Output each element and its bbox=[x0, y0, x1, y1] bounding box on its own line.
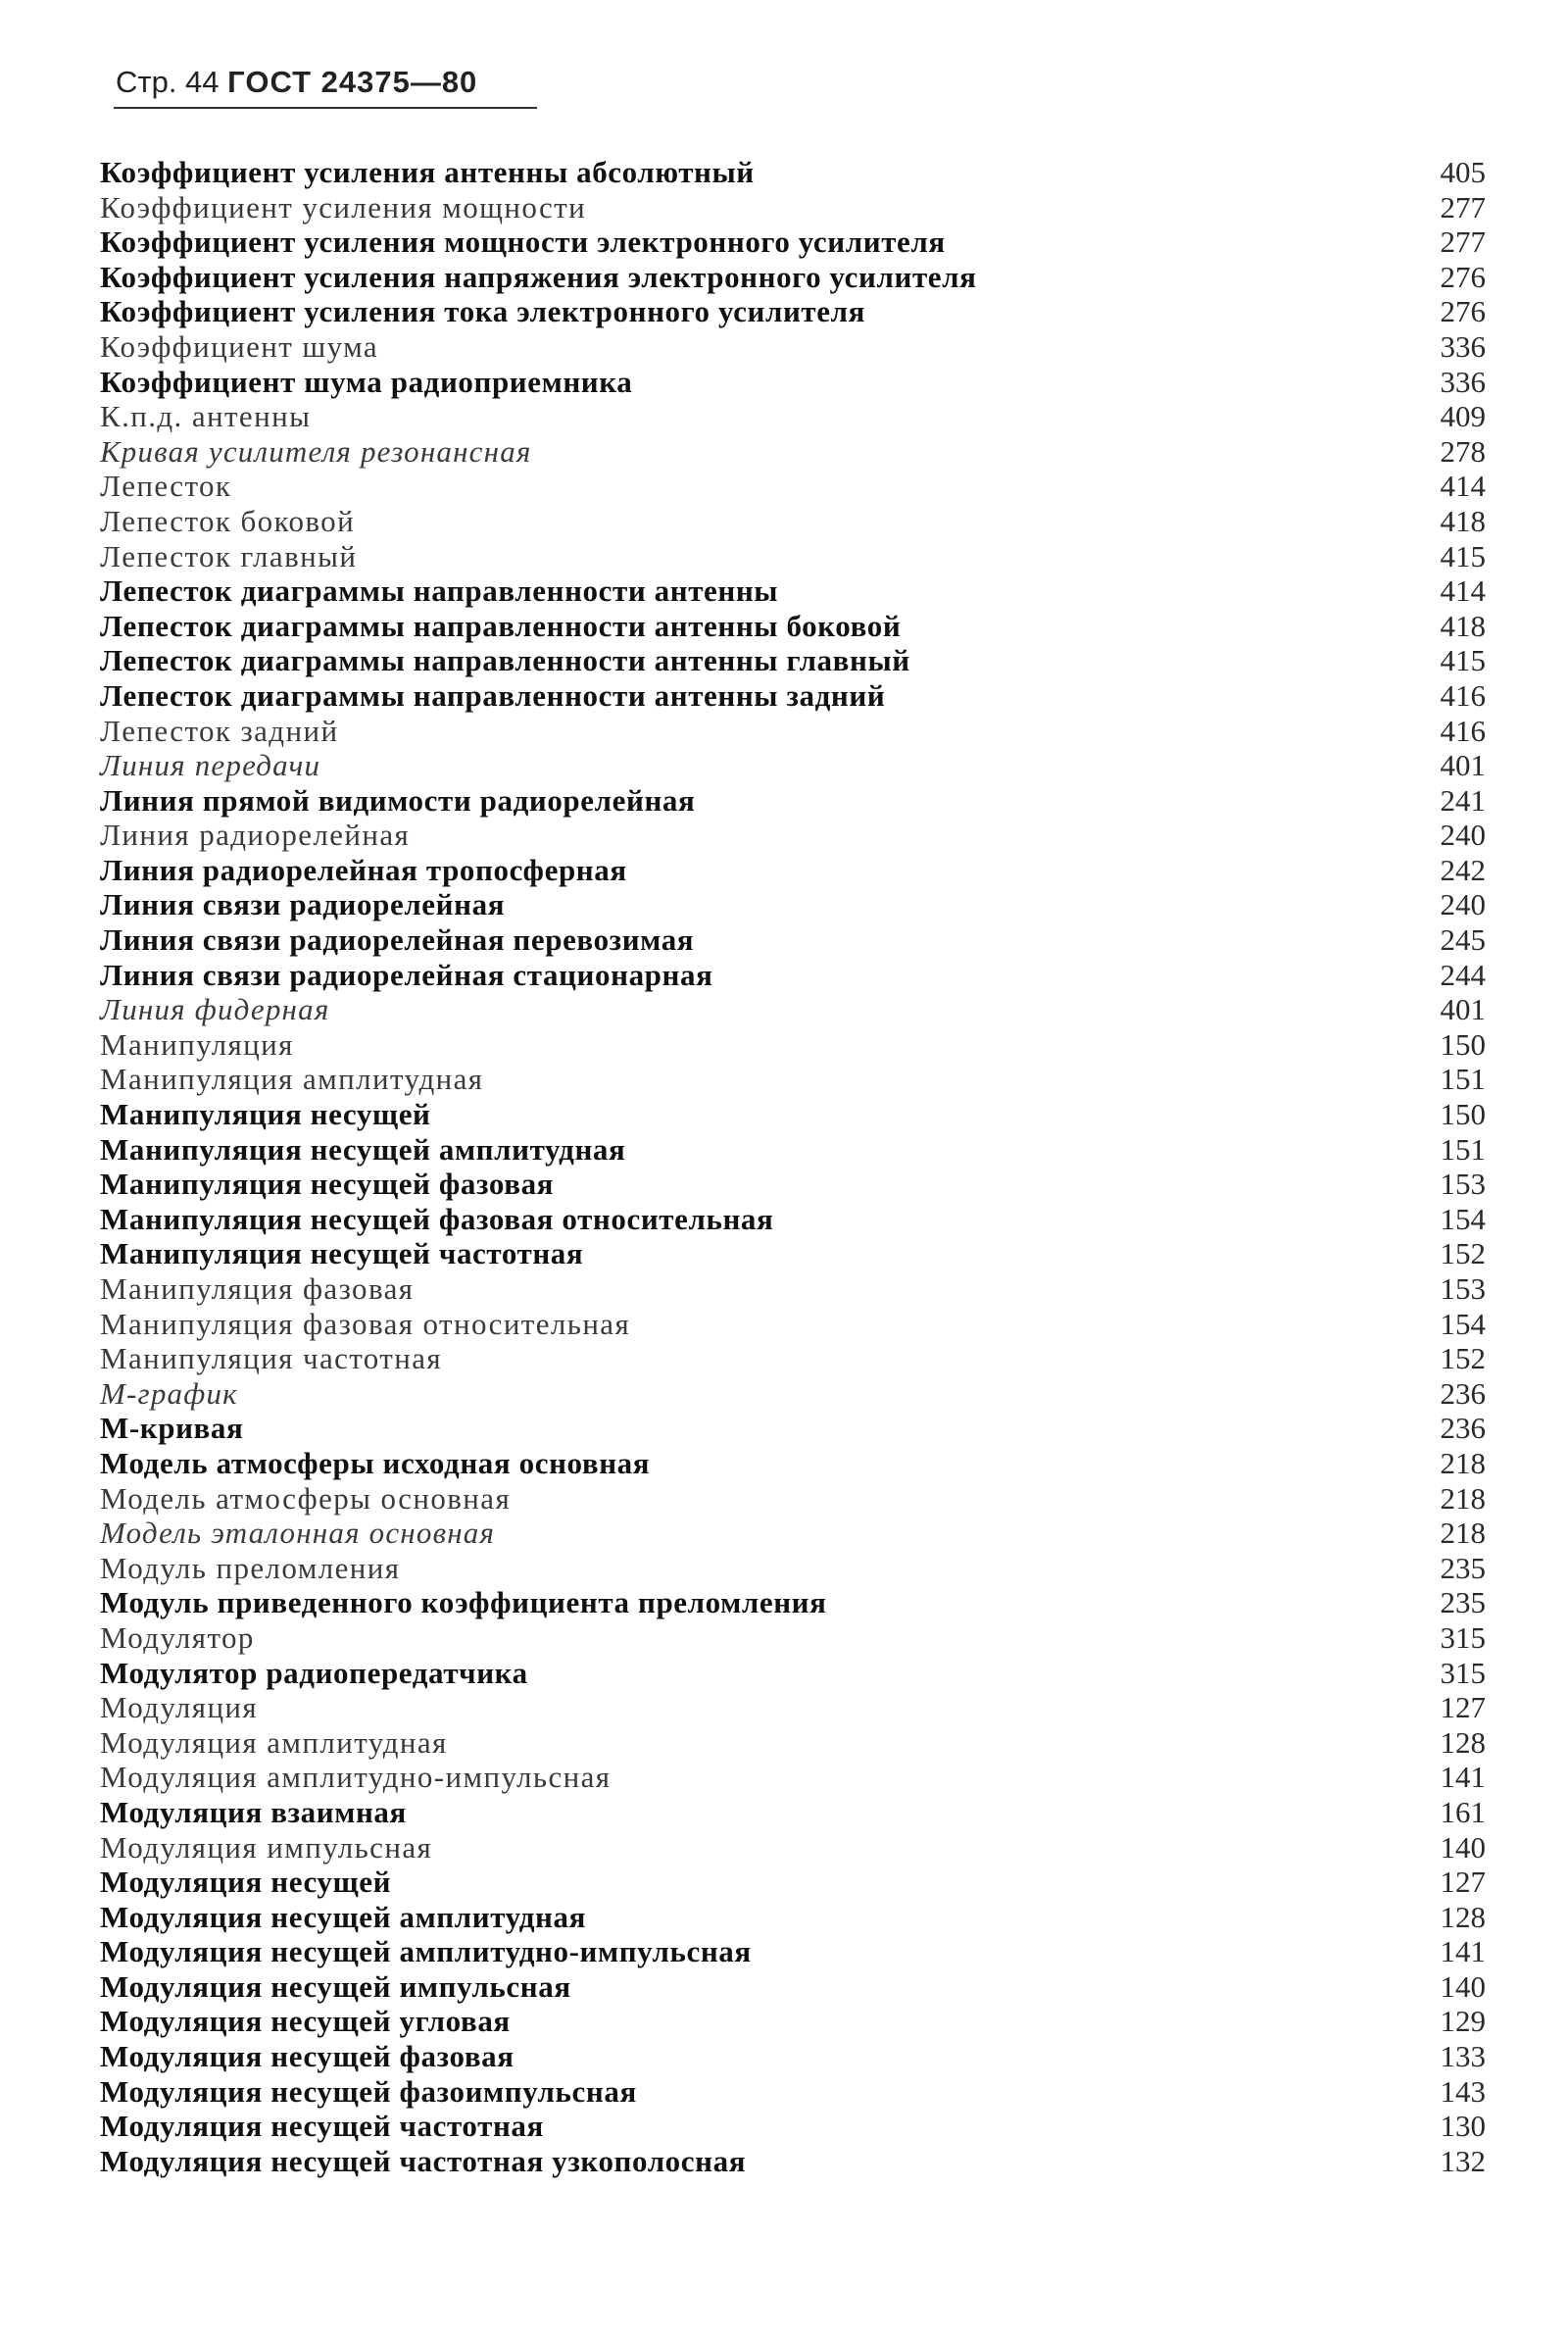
index-page-number: 153 bbox=[1440, 1167, 1486, 1202]
index-page-number: 245 bbox=[1440, 922, 1486, 958]
index-page-number: 235 bbox=[1440, 1585, 1486, 1620]
index-page-number: 129 bbox=[1440, 2004, 1486, 2039]
index-entry bbox=[100, 1271, 1486, 1307]
index-page-number: 415 bbox=[1440, 538, 1486, 573]
index-entry bbox=[100, 434, 1486, 470]
index-page-number: 278 bbox=[1440, 433, 1486, 469]
index-term: Линия связи радиорелейная перевозимая bbox=[100, 922, 695, 958]
index-page-number: 140 bbox=[1440, 1968, 1486, 2004]
index-term: Коэффициент усиления напряжения электронного усилителя bbox=[100, 259, 977, 294]
index-entry bbox=[100, 294, 1486, 329]
index-term: Линия радиорелейная тропосферная bbox=[100, 852, 627, 887]
index-page-number: 276 bbox=[1440, 259, 1486, 294]
index-entry bbox=[100, 1551, 1486, 1586]
index-entry bbox=[100, 748, 1486, 783]
index-page-number: 236 bbox=[1440, 1411, 1486, 1446]
index-term: К.п.д. антенны bbox=[100, 399, 312, 434]
index-entry bbox=[100, 1341, 1486, 1376]
index-entry bbox=[100, 539, 1486, 574]
index-entry bbox=[100, 1236, 1486, 1271]
index-page-number: 418 bbox=[1440, 503, 1486, 538]
index-page-number: 409 bbox=[1440, 399, 1486, 434]
index-term: Линия радиорелейная bbox=[100, 818, 411, 853]
index-page-number: 152 bbox=[1440, 1236, 1486, 1271]
index-term: М-кривая bbox=[100, 1411, 244, 1446]
index-entry bbox=[100, 992, 1486, 1027]
index-page-number: 240 bbox=[1440, 818, 1486, 853]
index-term: Модуляция несущей фазоимпульсная bbox=[100, 2073, 637, 2109]
index-term: Модуляция амплитудно-импульсная bbox=[100, 1760, 612, 1795]
index-term: Модуль приведенного коэффициента преломления bbox=[100, 1585, 827, 1620]
index-page-number: 141 bbox=[1440, 1934, 1486, 1969]
index-entry bbox=[100, 1446, 1486, 1481]
index-entry bbox=[100, 1097, 1486, 1132]
index-term: Манипуляция амплитудная bbox=[100, 1062, 484, 1097]
index-term: Лепесток диаграммы направленности антенны главный bbox=[100, 643, 910, 678]
term-index-list bbox=[100, 155, 1486, 2178]
index-entry bbox=[100, 818, 1486, 853]
page-header bbox=[116, 63, 477, 102]
index-entry bbox=[100, 2004, 1486, 2039]
index-term: Линия прямой видимости радиорелейная bbox=[100, 782, 696, 818]
index-page-number: 141 bbox=[1440, 1760, 1486, 1795]
index-term: Манипуляция фазовая bbox=[100, 1271, 415, 1306]
index-entry bbox=[100, 469, 1486, 504]
index-page-number: 128 bbox=[1440, 1724, 1486, 1760]
index-term: Модель эталонная основная bbox=[100, 1516, 496, 1551]
index-term: Кривая усилителя резонансная bbox=[100, 433, 532, 469]
index-entry bbox=[100, 1795, 1486, 1830]
index-term: Лепесток задний bbox=[100, 713, 339, 748]
index-page-number: 218 bbox=[1440, 1516, 1486, 1551]
index-term: Коэффициент шума радиоприемника bbox=[100, 364, 633, 399]
index-entry bbox=[100, 643, 1486, 678]
index-entry bbox=[100, 714, 1486, 749]
index-page-number: 150 bbox=[1440, 1026, 1486, 1062]
index-page-number: 418 bbox=[1440, 608, 1486, 643]
index-entry bbox=[100, 399, 1486, 434]
index-entry bbox=[100, 609, 1486, 644]
index-page-number: 336 bbox=[1440, 364, 1486, 399]
index-page-number: 236 bbox=[1440, 1375, 1486, 1411]
index-term: Манипуляция несущей частотная bbox=[100, 1236, 584, 1271]
index-term: Модуль преломления bbox=[100, 1550, 401, 1585]
index-entry bbox=[100, 1620, 1486, 1656]
index-term: Модуляция несущей частотная узкополосная bbox=[100, 2143, 747, 2178]
index-page-number: 401 bbox=[1440, 992, 1486, 1027]
index-page-number: 152 bbox=[1440, 1341, 1486, 1376]
index-term: Модель атмосферы исходная основная bbox=[100, 1445, 651, 1480]
index-entry bbox=[100, 1690, 1486, 1725]
index-entry bbox=[100, 1481, 1486, 1517]
index-entry bbox=[100, 1167, 1486, 1202]
index-term: Модуляция несущей bbox=[100, 1865, 392, 1900]
index-term: Манипуляция несущей фазовая относительная bbox=[100, 1201, 774, 1236]
index-entry bbox=[100, 1969, 1486, 2005]
index-page-number: 154 bbox=[1440, 1306, 1486, 1341]
index-term: Линия связи радиорелейная bbox=[100, 887, 506, 922]
index-term: Линия фидерная bbox=[100, 992, 330, 1027]
index-term: Манипуляция bbox=[100, 1026, 294, 1062]
index-term: Лепесток диаграммы направленности антенны задний bbox=[100, 677, 886, 713]
index-entry bbox=[100, 1027, 1486, 1063]
index-page-number: 151 bbox=[1440, 1062, 1486, 1097]
index-page-number: 244 bbox=[1440, 957, 1486, 992]
index-page-number: 154 bbox=[1440, 1201, 1486, 1236]
index-term: Манипуляция несущей bbox=[100, 1097, 431, 1132]
index-entry bbox=[100, 155, 1486, 190]
index-term: Модуляция амплитудная bbox=[100, 1724, 448, 1760]
index-entry bbox=[100, 504, 1486, 539]
page-number-label: Стр. 44 bbox=[116, 65, 220, 99]
index-entry bbox=[100, 1516, 1486, 1551]
index-page-number: 277 bbox=[1440, 189, 1486, 224]
index-entry bbox=[100, 853, 1486, 888]
index-term: М-график bbox=[100, 1375, 238, 1411]
index-term: Коэффициент шума bbox=[100, 328, 379, 364]
index-term: Лепесток диаграммы направленности антенны bbox=[100, 573, 779, 609]
index-entry bbox=[100, 1132, 1486, 1168]
index-page-number: 130 bbox=[1440, 2109, 1486, 2144]
index-term: Модуляция несущей угловая bbox=[100, 2004, 511, 2039]
index-entry bbox=[100, 1830, 1486, 1865]
index-page-number: 415 bbox=[1440, 643, 1486, 678]
index-entry bbox=[100, 1760, 1486, 1795]
index-entry bbox=[100, 2039, 1486, 2074]
index-page-number: 143 bbox=[1440, 2073, 1486, 2109]
index-entry bbox=[100, 887, 1486, 922]
index-entry bbox=[100, 365, 1486, 400]
index-page-number: 241 bbox=[1440, 782, 1486, 818]
index-term: Модуляция взаимная bbox=[100, 1794, 407, 1829]
index-term: Модуляция несущей импульсная bbox=[100, 1968, 571, 2004]
index-page-number: 276 bbox=[1440, 294, 1486, 329]
header-rule bbox=[114, 107, 537, 109]
index-entry bbox=[100, 1202, 1486, 1237]
index-entry bbox=[100, 2144, 1486, 2179]
index-entry bbox=[100, 1062, 1486, 1097]
index-term: Коэффициент усиления мощности bbox=[100, 189, 587, 224]
index-entry bbox=[100, 1411, 1486, 1446]
index-page-number: 242 bbox=[1440, 852, 1486, 887]
index-term: Модуляция несущей амплитудная bbox=[100, 1899, 586, 1934]
index-entry bbox=[100, 922, 1486, 958]
index-page-number: 128 bbox=[1440, 1899, 1486, 1934]
index-entry bbox=[100, 783, 1486, 819]
index-entry bbox=[100, 2074, 1486, 2110]
index-entry bbox=[100, 958, 1486, 993]
index-term: Модуляция импульсная bbox=[100, 1829, 433, 1865]
index-entry bbox=[100, 1865, 1486, 1900]
index-page-number: 315 bbox=[1440, 1655, 1486, 1690]
index-entry bbox=[100, 190, 1486, 225]
index-page-number: 277 bbox=[1440, 224, 1486, 260]
index-entry bbox=[100, 1307, 1486, 1342]
index-entry bbox=[100, 260, 1486, 295]
index-page-number: 401 bbox=[1440, 748, 1486, 783]
index-term: Манипуляция фазовая относительная bbox=[100, 1306, 631, 1341]
index-page-number: 235 bbox=[1440, 1550, 1486, 1585]
index-term: Модуляция несущей фазовая bbox=[100, 2039, 514, 2074]
index-page-number: 133 bbox=[1440, 2039, 1486, 2074]
index-entry bbox=[100, 1900, 1486, 1935]
index-term: Лепесток диаграммы направленности антенны боковой bbox=[100, 608, 902, 643]
index-term: Коэффициент усиления антенны абсолютный bbox=[100, 155, 755, 189]
index-term: Линия передачи bbox=[100, 748, 321, 783]
index-entry bbox=[100, 1656, 1486, 1691]
index-term: Коэффициент усиления мощности электронного усилителя bbox=[100, 224, 946, 260]
index-term: Манипуляция частотная bbox=[100, 1341, 443, 1376]
index-entry bbox=[100, 573, 1486, 609]
index-page-number: 416 bbox=[1440, 713, 1486, 748]
index-entry bbox=[100, 1376, 1486, 1412]
index-page-number: 127 bbox=[1440, 1690, 1486, 1725]
index-page-number: 127 bbox=[1440, 1865, 1486, 1900]
index-term: Лепесток bbox=[100, 469, 232, 504]
index-term: Линия связи радиорелейная стационарная bbox=[100, 957, 713, 992]
index-page-number: 150 bbox=[1440, 1097, 1486, 1132]
index-term: Модулятор bbox=[100, 1619, 255, 1655]
index-entry bbox=[100, 678, 1486, 714]
index-page-number: 140 bbox=[1440, 1829, 1486, 1865]
index-page-number: 240 bbox=[1440, 887, 1486, 922]
index-page-number: 161 bbox=[1440, 1794, 1486, 1829]
index-entry bbox=[100, 1585, 1486, 1620]
index-term: Модель атмосферы основная bbox=[100, 1480, 512, 1516]
index-term: Манипуляция несущей амплитудная bbox=[100, 1131, 626, 1167]
index-entry bbox=[100, 1934, 1486, 1969]
index-page-number: 416 bbox=[1440, 677, 1486, 713]
index-page-number: 405 bbox=[1440, 155, 1486, 189]
index-page-number: 414 bbox=[1440, 573, 1486, 609]
index-page-number: 153 bbox=[1440, 1271, 1486, 1306]
index-term: Лепесток главный bbox=[100, 538, 358, 573]
index-term: Модуляция bbox=[100, 1690, 259, 1725]
index-term: Модуляция несущей частотная bbox=[100, 2109, 544, 2144]
index-term: Манипуляция несущей фазовая bbox=[100, 1167, 555, 1202]
index-term: Коэффициент усиления тока электронного усилителя bbox=[100, 294, 865, 329]
index-term: Модуляция несущей амплитудно-импульсная bbox=[100, 1934, 752, 1969]
index-page-number: 151 bbox=[1440, 1131, 1486, 1167]
index-entry bbox=[100, 2109, 1486, 2144]
index-page-number: 132 bbox=[1440, 2143, 1486, 2178]
index-page-number: 218 bbox=[1440, 1445, 1486, 1480]
index-entry bbox=[100, 224, 1486, 260]
index-page-number: 315 bbox=[1440, 1619, 1486, 1655]
index-page-number: 414 bbox=[1440, 469, 1486, 504]
index-page-number: 336 bbox=[1440, 328, 1486, 364]
standard-designation: ГОСТ 24375—80 bbox=[227, 65, 478, 99]
index-term: Лепесток боковой bbox=[100, 503, 356, 538]
index-page-number: 218 bbox=[1440, 1480, 1486, 1516]
index-term: Модулятор радиопередатчика bbox=[100, 1655, 528, 1690]
index-entry bbox=[100, 329, 1486, 365]
index-entry bbox=[100, 1725, 1486, 1761]
